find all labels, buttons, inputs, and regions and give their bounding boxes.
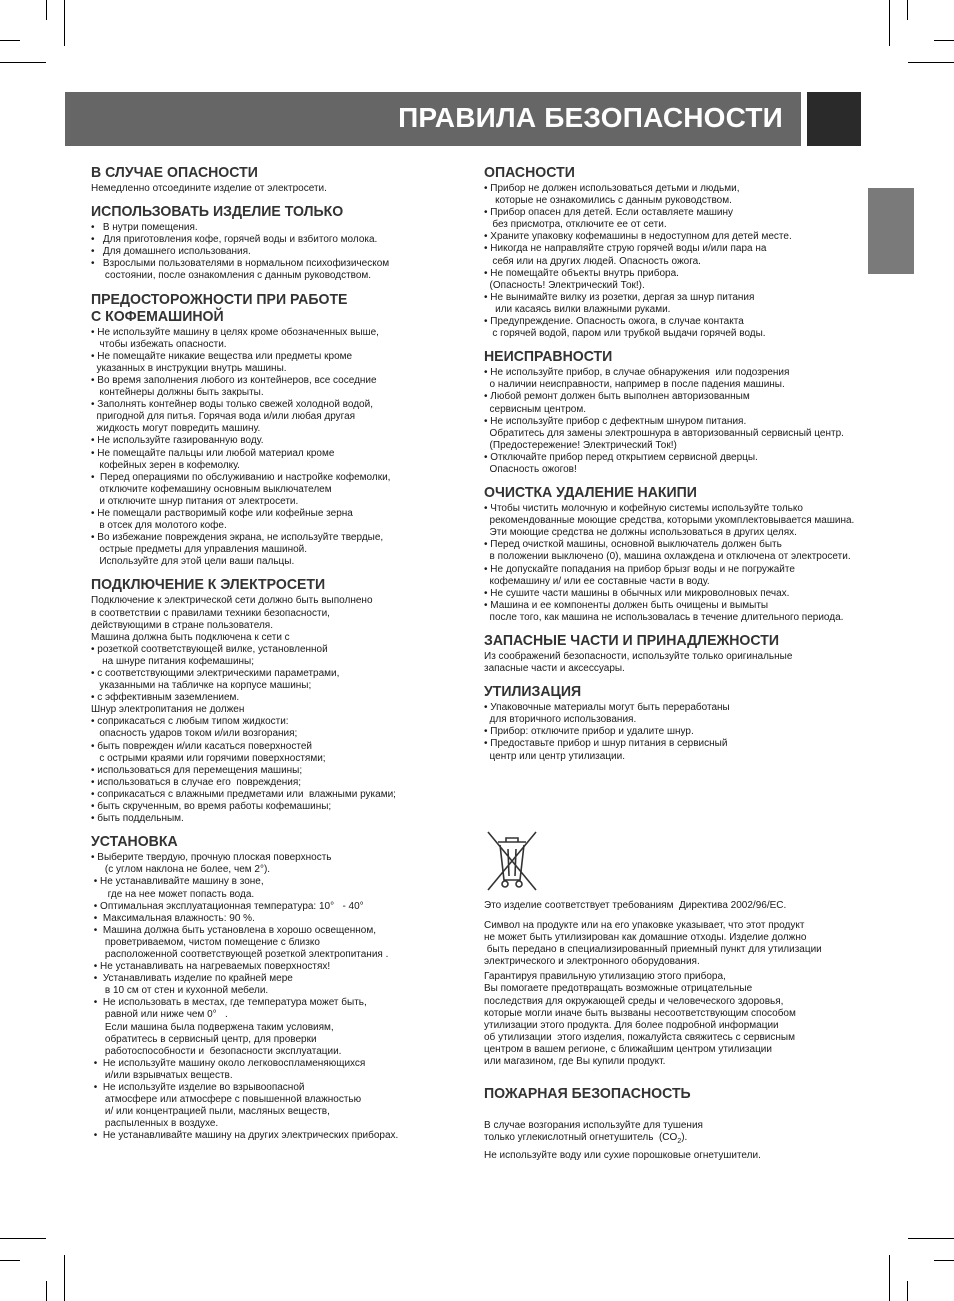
crop-mark — [0, 1238, 46, 1239]
section — [484, 484, 884, 624]
text-line: • Прибор не должен использоваться детьми и людьми, — [484, 183, 740, 194]
text-line: утилизации этого продукта. Для более подробной информации — [484, 1019, 779, 1031]
text-line: • Взрослыми пользователями в нормальном психофизическом — [91, 258, 390, 270]
text-line: • Чтобы чистить молочную и кофейную системы используйте только — [484, 503, 803, 515]
crop-mark — [889, 0, 890, 46]
fire-safety-section — [484, 1085, 884, 1162]
text-line: Опасность ожогов! — [484, 463, 577, 475]
section — [484, 348, 884, 476]
text-line: • Перед операциями по обслуживанию и настройке кофемолки, — [91, 471, 391, 483]
section — [91, 164, 431, 195]
text-line: запасные части и аксессуары. — [484, 663, 625, 675]
text-line: • Не помещайте объекты внутрь прибора. — [484, 267, 679, 279]
text-line: которые могли иначе быть вызваны несоответствующим способом — [484, 1007, 796, 1019]
text-line: • Не устанавливайте машину в зоне, — [91, 876, 264, 888]
text-line: электрического и электронного оборудования. — [484, 956, 700, 968]
text-line: • Машина должна быть установлена в хорошо освещенном, — [91, 924, 376, 936]
text-line: • Не используйте машину около легковоспламеняющихся — [91, 1057, 366, 1069]
text-line: Немедленно отсоедините изделие от электросети. — [91, 183, 327, 194]
text-line: • Устанавливать изделие по крайней мере — [91, 973, 293, 985]
crop-mark — [64, 1255, 65, 1301]
text-line: (Предостережение! Электрический Ток!) — [484, 439, 677, 451]
text-line: • Любой ремонт должен быть выполнен авторизованным — [484, 391, 750, 403]
text-line: острые предметы для управления машиной. — [91, 544, 308, 556]
text-line: с острыми краями или горячими поверхностями; — [91, 752, 326, 764]
text-fragment: только углекислотный огнетушитель (CO — [484, 1132, 678, 1144]
text-line: Эти моющие средства не должны использоваться в других целях. — [484, 527, 797, 539]
crop-mark — [0, 1260, 20, 1261]
crop-mark — [46, 0, 47, 20]
text-line: • Прибор опасен для детей. Если оставляете машину — [484, 207, 734, 219]
text-line: • Не используйте машину в целях кроме обозначенных выше, — [91, 326, 379, 338]
text-line: В случае возгорания используйте для тушения — [484, 1120, 703, 1131]
page-title: ПРАВИЛА БЕЗОПАСНОСТИ — [398, 102, 783, 133]
section — [91, 203, 431, 282]
text-line: центр или центр утилизации. — [484, 750, 625, 762]
text-line: • розеткой соответствующей вилке, установленной — [91, 643, 328, 655]
header-dark-block — [807, 92, 861, 146]
right-column — [484, 164, 884, 771]
left-column — [91, 164, 431, 1150]
text-line: Используйте для этой цели ваши пальцы. — [91, 556, 295, 568]
text-line: • Во избежание повреждения экрана, не используйте твердые, — [91, 532, 384, 544]
text-line: • с эффективным заземлением. — [91, 692, 240, 704]
crop-mark — [934, 40, 954, 41]
text-line: опасность ударов током и/или возгорания; — [91, 728, 298, 740]
text-line: Из соображений безопасности, используйте только оригинальные — [484, 651, 793, 662]
text-line: пригодной для питья. Горячая вода и/или любая другая — [91, 411, 356, 423]
crop-mark — [908, 62, 954, 63]
text-line: и/ или концентрацией пыли, масляных веществ, — [91, 1106, 330, 1118]
text-line: равной или ниже чем 0° . — [91, 1009, 228, 1021]
crop-mark — [889, 1255, 890, 1301]
section-title: УСТАНОВКА — [91, 833, 178, 851]
section — [91, 291, 431, 569]
text-line: • использоваться в случае его повреждения; — [91, 776, 302, 788]
page-header — [65, 92, 801, 146]
text-line: без присмотра, отключите ее от сети. — [484, 219, 667, 231]
text-line: Гарантируя правильную утилизацию этого прибора, — [484, 971, 726, 983]
section — [484, 683, 884, 762]
text-line: для вторичного использования. — [484, 714, 637, 726]
text-line: • Для домашнего использования. — [91, 246, 251, 258]
text-line: Машина должна быть подключена к сети с — [91, 631, 290, 643]
text-line: о наличии неисправности, например в после падения машины. — [484, 379, 785, 391]
text-line: • Никогда не направляйте струю горячей воды и/или пара на — [484, 243, 767, 255]
text-line: кофейных зерен в кофемолку. — [91, 459, 240, 471]
text-line: Вы помогаете предотвращать возможные отрицательные — [484, 983, 753, 995]
text-line: указанными на табличке на корпусе машины; — [91, 680, 312, 692]
text-line: • быть поддельным. — [91, 813, 184, 825]
text-line: Шнур электропитания не должен — [91, 704, 245, 716]
text-line: Если машина была подвержена таким условиям, — [91, 1021, 334, 1033]
crop-mark — [0, 62, 46, 63]
text-line: и отключите шнур питания от электросети. — [91, 495, 299, 507]
text-line: в положении выключено (0), машина охлаждена и отключена от электросети. — [484, 551, 851, 563]
text-line — [484, 1132, 884, 1148]
section-title: ПОДКЛЮЧЕНИЕ К ЭЛЕКТРОСЕТИ — [91, 576, 326, 594]
text-line: • Не устанавливайте машину на других электрических приборах. — [91, 1130, 399, 1142]
text-line: (с углом наклона не более, чем 2°). — [91, 864, 271, 876]
text-line: • Не используйте прибор с дефектным шнуром питания. — [484, 415, 747, 427]
text-line: • В нутри помещения. — [91, 222, 198, 234]
text-line: • Не допускайте попадания на прибор брызг воды и не погружайте — [484, 563, 795, 575]
text-line: указанных в инструкции внутрь машины. — [91, 362, 287, 374]
text-line: в отсек для молотого кофе. — [91, 520, 227, 532]
text-line: • Не используйте газированную воду. — [91, 435, 264, 447]
text-line: • с соответствующими электрическими параметрами, — [91, 668, 340, 679]
text-line: Символ на продукте или на его упаковке указывает, что этот продукт — [484, 920, 805, 931]
text-line: • Предупреждение. Опасность ожога, в случае контакта — [484, 316, 744, 328]
text-line: • Не помещайте пальцы или любой материал кроме — [91, 447, 335, 459]
text-line: и/или взрывчатых веществ. — [91, 1069, 233, 1081]
text-line: • Предоставьте прибор и шнур питания в сервисный — [484, 738, 728, 750]
text-line: • Не устанавливать на нагреваемых поверхностях! — [91, 961, 331, 973]
text-line: чтобы избежать опасности. — [91, 338, 227, 350]
section-title: В СЛУЧАЕ ОПАСНОСТИ — [91, 164, 258, 181]
crop-mark — [907, 0, 908, 20]
text-line: • Упаковочные материалы могут быть переработаны — [484, 702, 730, 714]
text-line: или касаясь вилки влажными руками. — [484, 303, 671, 315]
text-line: • быть поврежден и/или касаться поверхностей — [91, 740, 312, 752]
section — [484, 164, 884, 340]
text-line: где на нее может попасть вода. — [91, 888, 255, 900]
text-line: Не используйте воду или сухие порошковые огнетушители. — [484, 1150, 761, 1162]
text-line: в соответствии с правилами техники безопасности, — [91, 607, 330, 619]
text-line: • Для приготовления кофе, горячей воды и взбитого молока. — [91, 234, 378, 246]
text-line: • Не помещали растворимый кофе или кофейные зерна — [91, 507, 353, 519]
text-line: отключите кофемашину основным выключателем — [91, 483, 332, 495]
section-title: ИСПОЛЬЗОВАТЬ ИЗДЕЛИЕ ТОЛЬКО — [91, 203, 344, 221]
text-fragment: ). — [681, 1132, 688, 1144]
subscript: 2 — [677, 1138, 682, 1146]
text-line: состоянии, после ознакомления с данным руководством. — [91, 270, 372, 282]
section-title: ОЧИСТКА УДАЛЕНИЕ НАКИПИ — [484, 484, 697, 502]
text-line: распыленных в воздухе. — [91, 1118, 219, 1130]
text-line: после того, как машина не использовалась в течение длительного периода. — [484, 611, 844, 623]
text-line: • Не используйте прибор, в случае обнаружения или подозрения — [484, 367, 790, 379]
weee-text — [484, 920, 822, 1068]
text-line: работоспособности и безопасности эксплуатации. — [91, 1045, 342, 1057]
text-line: • Перед очисткой машины, основной выключатель должен быть — [484, 539, 782, 551]
text-line: с горячей водой, паром или трубкой выдачи горячей воды. — [484, 328, 766, 340]
crop-mark — [46, 1281, 47, 1301]
text-line: • Не используйте изделие во взрывоопасной — [91, 1082, 305, 1093]
text-line: центром в вашем регионе, с ближайшим центром утилизации — [484, 1043, 772, 1055]
text-line: себя или на других людей. Опасность ожога. — [484, 255, 701, 267]
text-line: • быть скрученным, во время работы кофемашины; — [91, 801, 332, 813]
crop-mark — [934, 1260, 954, 1261]
text-line: действующими в стране пользователя. — [91, 619, 273, 631]
section-title: ЗАПАСНЫЕ ЧАСТИ И ПРИНАДЛЕЖНОСТИ — [484, 632, 779, 649]
text-line: или магазином, где Вы купили продукт. — [484, 1056, 666, 1068]
section-title: ПРЕДОСТОРОЖНОСТИ ПРИ РАБОТЕ С КОФЕМАШИНОЙ — [91, 290, 348, 325]
text-line: атмосфере или атмосфере с повышенной влажностью — [91, 1094, 362, 1106]
text-line: Обратитесь для замены электрошнура в авторизованный сервисный центр. — [484, 427, 844, 439]
text-line: • соприкасаться с любым типом жидкости: — [91, 716, 289, 728]
crop-mark — [64, 0, 65, 46]
text-line: • соприкасаться с влажными предметами или влажными руками; — [91, 788, 396, 800]
text-line: (Опасность! Электрический Ток!). — [484, 279, 645, 291]
text-line: последствия для окружающей среды и человеческого здоровья, — [484, 995, 784, 1007]
section — [484, 632, 884, 675]
section — [91, 576, 431, 825]
text-line: • Отключайте прибор перед открытием сервисной дверцы. — [484, 451, 758, 463]
text-line: контейнеры должны быть закрыты. — [91, 387, 264, 399]
text-line: Подключение к электрической сети должно быть выполнено — [91, 595, 373, 607]
text-line: сервисным центром. — [484, 403, 586, 415]
weee-caption: Это изделие соответствует требованиям Директива 2002/96/EC. — [484, 900, 787, 911]
text-line: • Заполнять контейнер воды только свежей холодной водой, — [91, 399, 373, 411]
text-line: кофемашину и/ или ее составные части в воду. — [484, 575, 710, 587]
text-line: • Храните упаковку кофемашины в недоступном для детей месте. — [484, 231, 792, 243]
text-line: расположенной соответствующей розеткой электропитания . — [91, 948, 389, 960]
text-line: быть передано в специализированный приемный пункт для утилизации — [484, 944, 822, 956]
text-line: • использоваться для перемещения машины; — [91, 764, 303, 776]
section-title: УТИЛИЗАЦИЯ — [484, 683, 582, 701]
text-line: • Прибор: отключите прибор и удалите шнур. — [484, 726, 694, 738]
crop-mark — [908, 1238, 954, 1239]
text-line: • Максимальная влажность: 90 %. — [91, 912, 255, 924]
text-line: • Оптимальная эксплуатационная температура: 10° - 40° — [91, 900, 364, 912]
text-line: рекомендованные моющие средства, которыми укомплектовывается машина. — [484, 515, 855, 527]
text-line: • Не использовать в местах, где температура может быть, — [91, 997, 367, 1009]
text-line: • Выберите твердую, прочную плоская поверхность — [91, 852, 332, 864]
text-line: • Во время заполнения любого из контейнеров, все соседние — [91, 374, 377, 386]
text-line: жидкость могут повредить машину. — [91, 423, 261, 435]
text-line: об утилизации этого изделия, пожалуйста свяжитесь с сервисным — [484, 1031, 795, 1043]
section-title: НЕИСПРАВНОСТИ — [484, 348, 613, 366]
crop-mark — [907, 1281, 908, 1301]
text-line: • Машина и ее компоненты должен быть очищены и вымыты — [484, 599, 769, 611]
section-title: ПОЖАРНАЯ БЕЗОПАСНОСТЬ — [484, 1085, 691, 1102]
text-line: не может быть утилизирован как домашние отходы. Изделие должно — [484, 932, 807, 944]
text-line: проветриваемом, чистом помещение с близко — [91, 936, 320, 948]
text-line: • Не сушите части машины в обычных или микроволновых печах. — [484, 587, 790, 599]
text-line: в 10 см от стен и кухонной мебели. — [91, 985, 269, 997]
crop-mark — [0, 40, 20, 41]
text-line: которые не ознакомились с данным руководством. — [484, 195, 732, 207]
text-line: на шнуре питания кофемашины; — [91, 655, 255, 667]
text-line: • Не помещайте никакие вещества или предметы кроме — [91, 350, 353, 362]
section-title: ОПАСНОСТИ — [484, 164, 575, 181]
crossed-bin-icon — [484, 828, 540, 894]
text-line: обратитесь в сервисный центр, для проверки — [91, 1033, 317, 1045]
section — [91, 833, 431, 1142]
text-line: • Не вынимайте вилку из розетки, дергая за шнур питания — [484, 291, 755, 303]
